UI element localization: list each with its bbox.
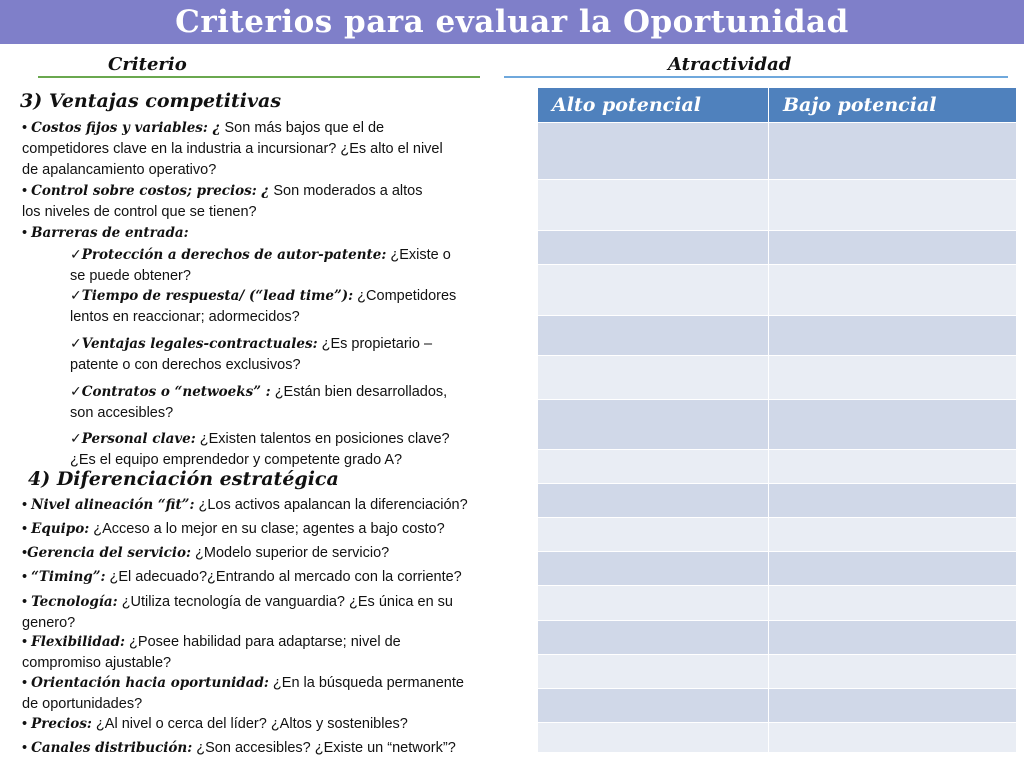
bajo-potencial-cell[interactable] [769, 552, 1017, 586]
table-row [538, 123, 1017, 180]
criterion-item: • Orientación hacia oportunidad: ¿En la búsqueda permanente de oportunidades? [22, 675, 464, 712]
table-row [538, 450, 1017, 484]
criterion-label: Precios: [31, 716, 92, 732]
criterion-description: ¿Al nivel o cerca del líder? ¿Altos y sostenibles? [91, 716, 408, 732]
bajo-potencial-cell[interactable] [769, 231, 1017, 265]
criterion-description: ¿Es propietario – [317, 336, 433, 352]
checkmark-icon: ✓ [70, 336, 82, 352]
criterion-item: • Nivel alineación “fit”: ¿Los activos apalancan la diferenciación? [22, 497, 468, 513]
checkmark-icon: ✓ [70, 384, 82, 400]
criterion-item: • Precios: ¿Al nivel o cerca del líder? ¿Altos y sostenibles? [22, 716, 408, 732]
bajo-potencial-cell[interactable] [769, 689, 1017, 723]
criterion-description: ¿Son accesibles? ¿Existe un “network”? [192, 740, 456, 756]
table-row [538, 689, 1017, 723]
table-row [538, 180, 1017, 231]
section-4-heading: 4) Diferenciación estratégica [28, 468, 339, 490]
alto-potencial-cell[interactable] [538, 586, 769, 621]
bajo-potencial-cell[interactable] [769, 518, 1017, 552]
criterion-label: Orientación hacia oportunidad: [31, 675, 269, 691]
criterion-item: • “Timing”: ¿El adecuado?¿Entrando al mercado con la corriente? [22, 569, 462, 585]
criterio-underline [38, 76, 480, 78]
alto-potencial-cell[interactable] [538, 450, 769, 484]
alto-potencial-cell[interactable] [538, 356, 769, 400]
alto-potencial-cell[interactable] [538, 316, 769, 356]
criterion-description: ¿En la búsqueda permanente [268, 675, 464, 691]
checkmark-icon: ✓ [70, 247, 82, 263]
alto-potencial-header: Alto potencial [538, 88, 769, 123]
table-row [538, 400, 1017, 450]
criterion-label: Barreras de entrada: [31, 225, 189, 241]
table-row [538, 586, 1017, 621]
subcriterion-item: ✓Personal clave: ¿Existen talentos en posiciones clave? ¿Es el equipo emprendedor y competente grado A? [70, 431, 450, 468]
criterion-label: Canales distribución: [31, 740, 193, 756]
bajo-potencial-cell[interactable] [769, 621, 1017, 655]
bajo-potencial-cell[interactable] [769, 123, 1017, 180]
atractividad-underline [504, 76, 1008, 78]
criterion-item: •Gerencia del servicio: ¿Modelo superior de servicio? [22, 545, 390, 561]
criterion-label: Contratos o “netwoeks” : [81, 384, 271, 400]
checkmark-icon: ✓ [70, 288, 82, 304]
alto-potencial-cell[interactable] [538, 231, 769, 265]
table-row [538, 518, 1017, 552]
criterion-description: ¿Existen talentos en posiciones clave? [195, 431, 450, 447]
alto-potencial-cell[interactable] [538, 655, 769, 689]
section-3-heading: 3) Ventajas competitivas [20, 90, 282, 112]
attractiveness-table [537, 87, 1017, 753]
criterion-label: Ventajas legales-contractuales: [81, 336, 318, 352]
atractividad-column-heading: Atractividad [668, 54, 792, 75]
bajo-potencial-cell[interactable] [769, 484, 1017, 518]
bajo-potencial-cell[interactable] [769, 356, 1017, 400]
criterion-description: ¿Posee habilidad para adaptarse; nivel de [125, 634, 401, 650]
bajo-potencial-header: Bajo potencial [769, 88, 1017, 123]
criterion-item: • Barreras de entrada: [22, 225, 189, 241]
bajo-potencial-cell[interactable] [769, 586, 1017, 621]
bajo-potencial-cell[interactable] [769, 400, 1017, 450]
criterion-item: • Flexibilidad: ¿Posee habilidad para adaptarse; nivel de compromiso ajustable? [22, 634, 401, 671]
alto-potencial-cell[interactable] [538, 265, 769, 316]
criterion-label: “Timing”: [31, 569, 106, 585]
criterion-label: Personal clave: [81, 431, 196, 447]
criterion-description: ¿Modelo superior de servicio? [190, 545, 390, 561]
table-row [538, 484, 1017, 518]
table-row [538, 231, 1017, 265]
criterion-description: ¿Los activos apalancan la diferenciación? [194, 497, 468, 513]
alto-potencial-cell[interactable] [538, 180, 769, 231]
criterion-description: ¿Competidores [353, 288, 457, 304]
criterion-item: • Equipo: ¿Acceso a lo mejor en su clase; agentes a bajo costo? [22, 521, 445, 537]
criterion-label: Equipo: [31, 521, 90, 537]
criterion-description: ¿Están bien desarrollados, [270, 384, 448, 400]
criterion-description: ¿El adecuado?¿Entrando al mercado con la corriente? [105, 569, 462, 585]
criterion-description: ¿Existe o [386, 247, 451, 263]
criterion-description: Son más bajos que el de [220, 120, 385, 136]
criterio-column-heading: Criterio [108, 54, 187, 75]
alto-potencial-cell[interactable] [538, 621, 769, 655]
table-row [538, 655, 1017, 689]
criterion-label: Gerencia del servicio: [27, 545, 191, 561]
criterion-label: Tiempo de respuesta/ (“lead time”): [81, 288, 354, 304]
table-row [538, 552, 1017, 586]
table-row [538, 356, 1017, 400]
criterion-description: ¿Acceso a lo mejor en su clase; agentes a bajo costo? [89, 521, 445, 537]
alto-potencial-cell[interactable] [538, 518, 769, 552]
criterion-label: Nivel alineación “fit”: [31, 497, 195, 513]
bajo-potencial-cell[interactable] [769, 316, 1017, 356]
criterion-item: • Costos fijos y variables: ¿ Son más bajos que el de competidores clave en la industria a incursionar? ¿Es alto el nivel de apalancamiento operativo? [22, 120, 443, 178]
checkmark-icon: ✓ [70, 431, 82, 447]
bajo-potencial-cell[interactable] [769, 655, 1017, 689]
criterion-label: Tecnología: [31, 594, 118, 610]
alto-potencial-cell[interactable] [538, 552, 769, 586]
table-row [538, 265, 1017, 316]
alto-potencial-cell[interactable] [538, 123, 769, 180]
page-title: Criterios para evaluar la Oportunidad [175, 4, 849, 40]
bajo-potencial-cell[interactable] [769, 450, 1017, 484]
table-row [538, 621, 1017, 655]
alto-potencial-cell[interactable] [538, 400, 769, 450]
title-bar [0, 0, 1024, 44]
criterion-description: ¿Utiliza tecnología de vanguardia? ¿Es única en su [117, 594, 453, 610]
criterion-description: Son moderados a altos [269, 183, 423, 199]
subcriterion-item: ✓Protección a derechos de autor-patente: ¿Existe o se puede obtener? [70, 247, 451, 284]
bajo-potencial-cell[interactable] [769, 180, 1017, 231]
bajo-potencial-cell[interactable] [769, 723, 1017, 753]
criterion-label: Control sobre costos; precios: ¿ [31, 183, 270, 199]
table-row [538, 316, 1017, 356]
subcriterion-item: ✓Contratos o “netwoeks” : ¿Están bien desarrollados, son accesibles? [70, 384, 448, 421]
subcriterion-item: ✓Ventajas legales-contractuales: ¿Es propietario – patente o con derechos exclusivos? [70, 336, 433, 373]
subcriterion-item: ✓Tiempo de respuesta/ (“lead time”): ¿Competidores lentos en reaccionar; adormecidos? [70, 288, 457, 325]
criterion-item: • Tecnología: ¿Utiliza tecnología de vanguardia? ¿Es única en su genero? [22, 594, 453, 631]
bajo-potencial-cell[interactable] [769, 265, 1017, 316]
criterion-label: Flexibilidad: [31, 634, 126, 650]
criterion-item: • Control sobre costos; precios: ¿ Son moderados a altos los niveles de control que se tienen? [22, 183, 423, 220]
criterion-item: • Canales distribución: ¿Son accesibles? ¿Existe un “network”? [22, 740, 456, 756]
alto-potencial-cell[interactable] [538, 484, 769, 518]
table-row [538, 723, 1017, 753]
alto-potencial-cell[interactable] [538, 723, 769, 753]
criterion-label: Protección a derechos de autor-patente: [81, 247, 387, 263]
alto-potencial-cell[interactable] [538, 689, 769, 723]
criterion-label: Costos fijos y variables: ¿ [31, 120, 221, 136]
